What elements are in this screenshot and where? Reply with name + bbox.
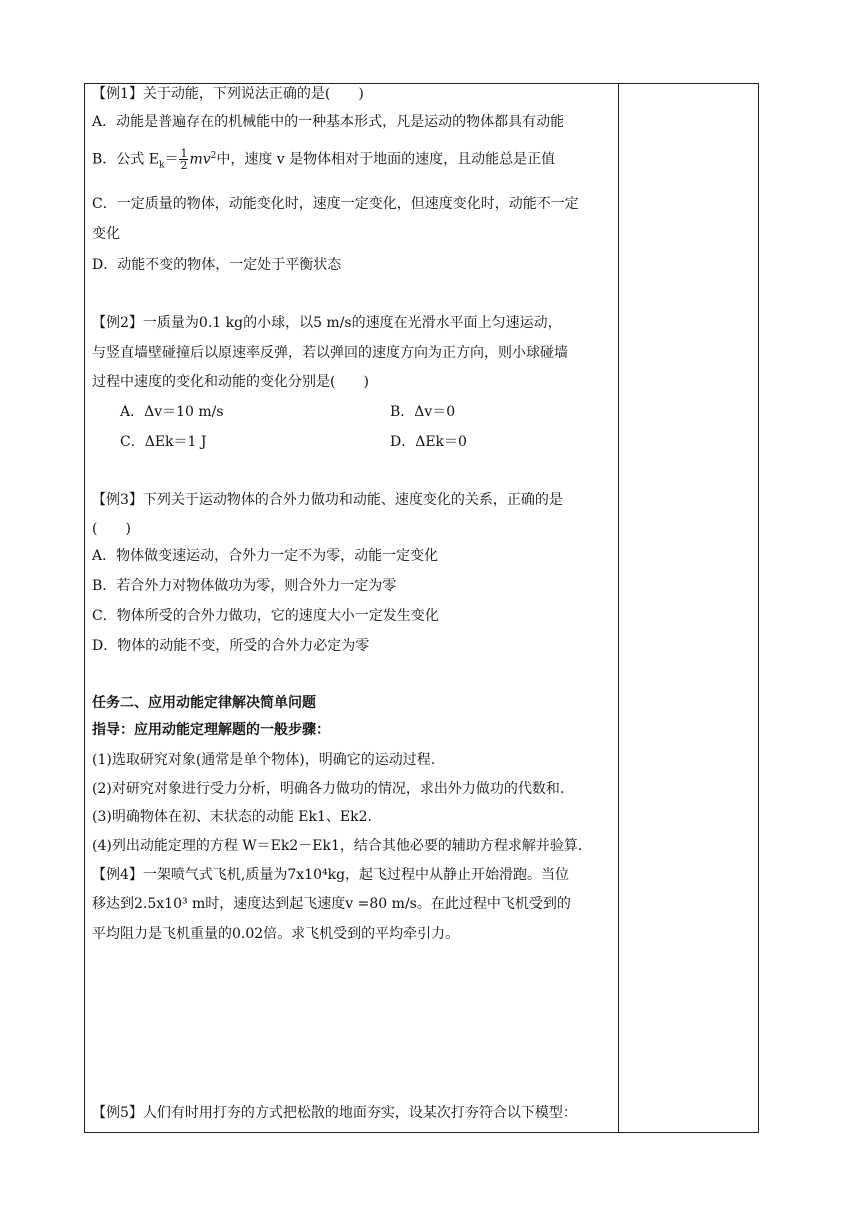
ex3-option-d: D．物体的动能不变，所受的合外力必定为零 bbox=[92, 638, 370, 654]
ex1-option-d: D．动能不变的物体，一定处于平衡状态 bbox=[92, 257, 342, 273]
ex2-option-d: D．ΔEk＝0 bbox=[390, 434, 467, 450]
task2-step1: (1)选取研究对象(通常是单个物体)，明确它的运动过程. bbox=[92, 752, 436, 768]
ex2-option-c: C．ΔEk＝1 J bbox=[120, 434, 207, 450]
ex4-question-line1: 【例4】一架喷气式飞机,质量为7x10⁴kg，起飞过程中从静止开始滑跑。当位 bbox=[92, 867, 570, 883]
ex1-question: 【例1】关于动能，下列说法正确的是( ) bbox=[92, 86, 364, 102]
ex3-option-b: B．若合外力对物体做功为零，则合外力一定为零 bbox=[92, 578, 397, 594]
task2-step2: (2)对研究对象进行受力分析，明确各力做功的情况，求出外力做功的代数和. bbox=[92, 781, 565, 797]
ex4-question-line3: 平均阻力是飞机重量的0.02倍。求飞机受到的平均牵引力。 bbox=[92, 926, 460, 942]
ex4-question-line2: 移达到2.5x10³ m时，速度达到起飞速度v =80 m/s。在此过程中飞机受到的 bbox=[92, 896, 571, 912]
task2-step3: (3)明确物体在初、末状态的动能 Ek1、Ek2. bbox=[92, 809, 372, 825]
fraction-one-half: $\frac{1}{2}$ bbox=[180, 147, 188, 173]
ex1-option-c-line1: C．一定质量的物体，动能变化时，速度一定变化，但速度变化时，动能不一定 bbox=[92, 196, 579, 212]
ex3-question-line1: 【例3】下列关于运动物体的合外力做功和动能、速度变化的关系，正确的是 bbox=[92, 492, 563, 508]
ex2-option-a: A．Δv＝10 m/s bbox=[120, 404, 224, 420]
ex1-option-c-line2: 变化 bbox=[92, 226, 120, 242]
column-divider bbox=[618, 83, 619, 1133]
ex2-option-b: B．Δv＝0 bbox=[390, 404, 456, 420]
ex3-question-line2: ( ) bbox=[92, 521, 131, 537]
ex3-option-a: A．物体做变速运动，合外力一定不为零，动能一定变化 bbox=[92, 548, 439, 564]
ex3-option-c: C．物体所受的合外力做功，它的速度大小一定发生变化 bbox=[92, 608, 439, 624]
ex2-question-line3: 过程中速度的变化和动能的变化分别是( ) bbox=[92, 374, 369, 390]
ex2-question-line1: 【例2】一质量为0.1 kg的小球，以5 m/s的速度在光滑水平面上匀速运动， bbox=[92, 315, 562, 331]
task2-step4: (4)列出动能定理的方程 W＝Ek2－Ek1，结合其他必要的辅助方程求解并验算. bbox=[92, 838, 583, 854]
task2-title: 任务二、应用动能定律解决简单问题 bbox=[92, 695, 316, 711]
ex5-question-line1: 【例5】人们有时用打夯的方式把松散的地面夯实，设某次打夯符合以下模型： bbox=[92, 1105, 577, 1121]
ex2-question-line2: 与竖直墙壁碰撞后以原速率反弹，若以弹回的速度方向为正方向，则小球碰墙 bbox=[92, 345, 568, 361]
task2-guide: 指导：应用动能定理解题的一般步骤： bbox=[92, 722, 330, 738]
ex1-option-b: B．公式 $E_k=$ $\frac{1}{2}$ $mv^2$中，速度 v 是物体相对于地面的速度，且动能总是正值 bbox=[92, 147, 556, 173]
ex1-option-a: A．动能是普遍存在的机械能中的一种基本形式，凡是运动的物体都具有动能 bbox=[92, 114, 565, 130]
